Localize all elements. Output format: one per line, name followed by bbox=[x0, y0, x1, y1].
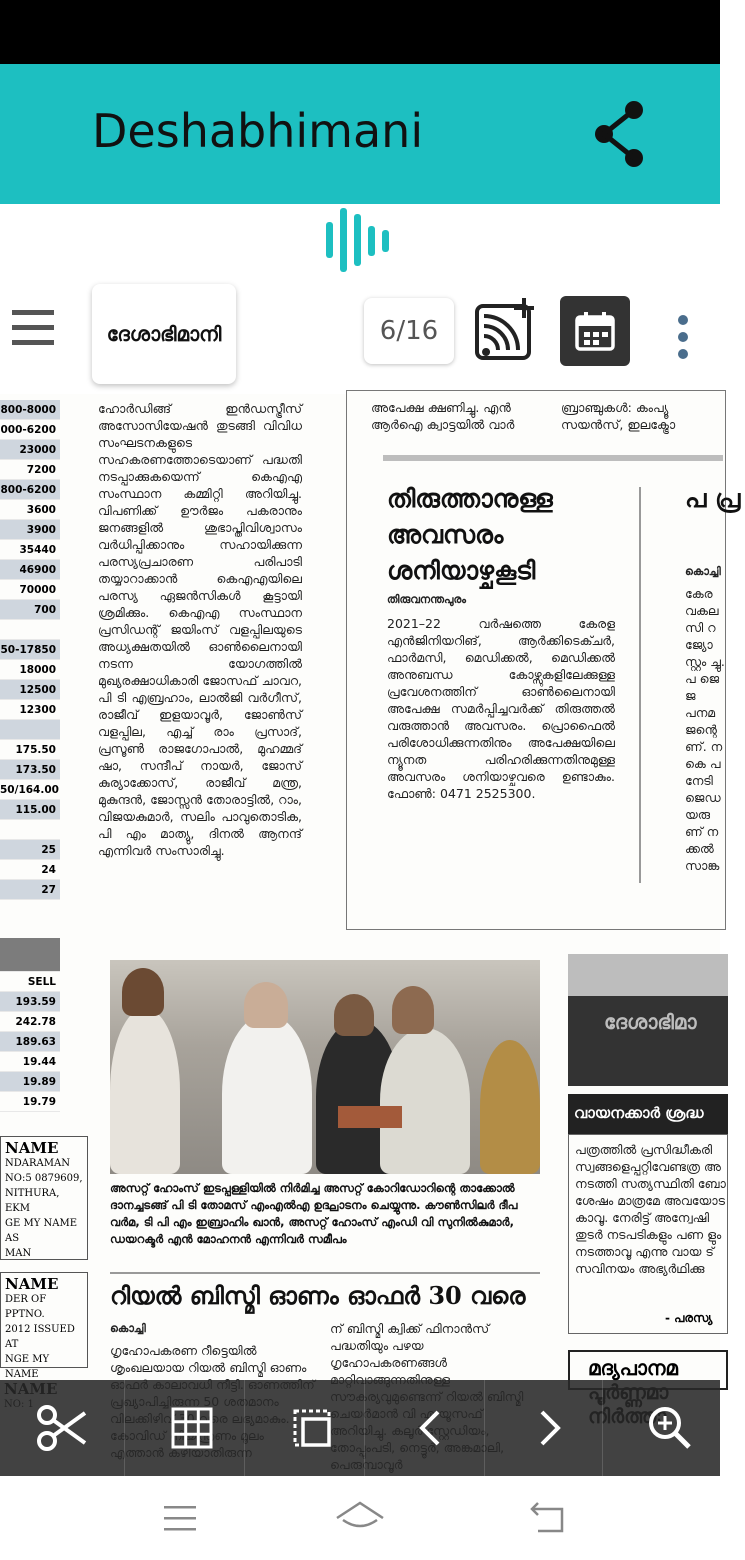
readers-sign: - പരസ്യ bbox=[665, 1311, 713, 1325]
newspaper-page[interactable] bbox=[0, 394, 741, 1380]
recent-apps-icon bbox=[162, 1503, 198, 1533]
clip-button[interactable] bbox=[30, 1396, 94, 1460]
ticker-value: 800-8000 bbox=[0, 400, 60, 420]
notice-line: NITHURA, EKM bbox=[5, 1188, 60, 1214]
calendar-button[interactable] bbox=[560, 296, 630, 366]
story3-col1: ഗൃഹോപകരണ റീട്ടെയിൽ ശൃംഖലയായ റിയൽ ബിസ്മി ഓണം bbox=[110, 1343, 307, 1375]
ticker-value: 23000 bbox=[0, 440, 60, 460]
ticker-value: 800-6200 bbox=[0, 480, 60, 500]
chevron-right-icon bbox=[530, 1408, 570, 1448]
ticker-value: 3900 bbox=[0, 520, 60, 540]
home-button[interactable] bbox=[330, 1496, 390, 1540]
logo-text: ദേശാഭിമാനി bbox=[106, 322, 222, 346]
publication-logo[interactable] bbox=[92, 284, 236, 384]
bar-divider bbox=[484, 1380, 485, 1476]
calendar-icon bbox=[573, 309, 617, 353]
select-area-icon bbox=[291, 1407, 333, 1449]
story-divider bbox=[383, 455, 723, 461]
loading-indicator bbox=[322, 204, 398, 276]
ticker-value: 50-17850 bbox=[0, 640, 60, 660]
notice-line: DER OF PPTNO. bbox=[5, 1294, 47, 1320]
story1-body: 2021–22 വർഷത്തെ കേരള എൻജിനിയറിങ്, ആർക്കിടെക്ചർ, ഫാർമസി, മെഡിക്കൽ, മെഡിക്കൽ അനുബന്ധ കോഴ്സുകളിലേക്കുള്ള പ്രവേശനത്തിന് ഓൺലൈനായി അപേക്ഷ സമർപ്പിച്ചവർക്ക് തിരുത്തൽ വരുത്താൻ അവസരം. പ്രൊഫൈൽ പരിശോധിക്കുന്നതിനും അപേക്ഷയിലെ ന്യൂനത പരിഹരിക്കുന്നതിനുമുള്ള അവസരം ശനിയാഴ്ചവരെ ഉണ്ടാകും. ഫോൺ: 0471 2525300. bbox=[387, 616, 615, 801]
subscribe-feed-button[interactable] bbox=[474, 296, 540, 362]
ticker-value bbox=[0, 720, 60, 740]
story-box bbox=[346, 390, 741, 930]
ticker-value: 46900 bbox=[0, 560, 60, 580]
share-button[interactable] bbox=[588, 96, 652, 172]
exchange-rate-value: 19.44 bbox=[0, 1052, 60, 1072]
bar-divider bbox=[244, 1380, 245, 1476]
photo-person bbox=[480, 1040, 540, 1174]
app-bar bbox=[0, 64, 720, 204]
ticker-value: 173.50 bbox=[0, 760, 60, 780]
exchange-rate-value: 193.59 bbox=[0, 992, 60, 1012]
news-photo[interactable] bbox=[110, 960, 540, 1174]
exchange-rate-value: 19.89 bbox=[0, 1072, 60, 1092]
photo-person bbox=[380, 1028, 470, 1174]
story3-headline: റിയൽ ബിസ്മി ഓണം ഓഫർ 30 വരെ bbox=[110, 1281, 526, 1310]
ticker-value: 700 bbox=[0, 600, 60, 620]
story2-body: കേര വകല സി റ ജ്യോ സ്റ്റം ച്ചു. പ ജെ ജ പനമ ജന്റെ ണ്. ന കെ പ നേടി ജെഡ യരു ണ് ന ക്കൽ സാങ്ക bbox=[685, 586, 725, 873]
ticker-value: 7200 bbox=[0, 460, 60, 480]
zoom-in-icon bbox=[647, 1405, 693, 1451]
reader-action-bar bbox=[0, 1380, 720, 1476]
recent-apps-button[interactable] bbox=[150, 1496, 210, 1540]
next-page-button[interactable] bbox=[518, 1396, 582, 1460]
ticker-value: 12500 bbox=[0, 680, 60, 700]
readers-title-bar bbox=[568, 1094, 728, 1134]
ticker-header-band bbox=[0, 938, 60, 972]
ticker-value: 18000 bbox=[0, 660, 60, 680]
ticker-value: 115.00 bbox=[0, 800, 60, 820]
notice-line: MAN bbox=[5, 1248, 32, 1259]
section-rule bbox=[110, 1272, 540, 1274]
name-change-notice-2 bbox=[0, 1272, 88, 1380]
readers-body: പത്രത്തിൽ പ്രസിദ്ധീകരി സ്വങ്ങളെപ്പറ്റിവേണ്ടത്ര അ നടത്തി സത്യസ്ഥിതി ബോ ശേഷം മാത്രമേ അവയോട കാവൂ. നേരിട്ട് അന്വേഷി തുടർ നടപടികളും പണ ളും നടത്താവൂ എന്നു വായ ട് സവിനയം അഭ്യർഥിക്കു bbox=[575, 1142, 726, 1276]
status-bar bbox=[0, 0, 720, 64]
column-rule bbox=[639, 487, 641, 883]
page-indicator[interactable]: 6/16 bbox=[364, 298, 454, 364]
box-top-text-a: അപേക്ഷ ക്ഷണിച്ചു. എൻ ആർഐ ക്വാട്ടയിൽ വാർ bbox=[371, 400, 515, 432]
back-button[interactable] bbox=[518, 1496, 578, 1540]
ticker-value bbox=[0, 620, 60, 640]
ticker-value: 12300 bbox=[0, 700, 60, 720]
exchange-rate-value: 189.63 bbox=[0, 1032, 60, 1052]
photo-person bbox=[110, 1008, 180, 1174]
previous-page-button[interactable] bbox=[398, 1396, 462, 1460]
readers-title: വായനക്കാർ ശ്രദ്ധ bbox=[574, 1104, 704, 1122]
ticker-value: 27 bbox=[0, 880, 60, 900]
system-navigation-bar bbox=[0, 1476, 720, 1560]
ticker-value: 24 bbox=[0, 860, 60, 880]
exchange-rate-value: 242.78 bbox=[0, 1012, 60, 1032]
bar-divider bbox=[124, 1380, 125, 1476]
ticker-value: 175.50 bbox=[0, 740, 60, 760]
bar-divider bbox=[602, 1380, 603, 1476]
ad-box-band bbox=[568, 954, 728, 996]
ad-box-title: ദേശാഭിമാ bbox=[604, 1010, 697, 1034]
exchange-ticker bbox=[0, 938, 60, 1112]
story2-headline: പ പ്ര bbox=[685, 484, 741, 513]
story3-col2: ന് ബിസ്മി ക്വിക്ക് ഫിനാൻസ് പദ്ധതിയും പഴയ ഗൃഹോപകരണങ്ങൾ bbox=[330, 1321, 490, 1370]
chevron-left-icon bbox=[410, 1408, 450, 1448]
photo-person bbox=[334, 994, 374, 1036]
photo-caption: അസറ്റ് ഹോംസ് ഇടപ്പള്ളിയിൽ നിർമിച്ച അസറ്റ് കോറിഡോറിന്റെ താക്കോൽ ദാനച്ചടങ്ങ് പി ടി തോമസ് എംഎൽഎ ഉദ്ഘാടനം ചെയ്യുന്നു. കൗൺസിലർ ദീപ വർമ, ടി പി എം ഇബ്രാഹിം ഖാൻ, അസറ്റ് ഹോംസ് എംഡി വി സുനിൽകുമാർ, ഡയറക്ടർ എൻ മോഹനൻ എന്നിവർ സമീപം bbox=[110, 1181, 518, 1246]
name-change-notice-1 bbox=[0, 1136, 88, 1260]
zoom-in-button[interactable] bbox=[638, 1396, 702, 1460]
readers-notice bbox=[568, 1134, 728, 1334]
notice-line: 2012 ISSUED AT bbox=[5, 1324, 75, 1350]
bar-divider bbox=[364, 1380, 365, 1476]
scissors-icon bbox=[35, 1401, 89, 1455]
photo-person bbox=[392, 986, 434, 1034]
ticker-value: 50/164.00 bbox=[0, 780, 60, 800]
back-icon bbox=[528, 1501, 568, 1535]
share-icon bbox=[588, 96, 652, 172]
reader-toolbar bbox=[0, 276, 720, 394]
home-icon bbox=[335, 1500, 385, 1536]
ticker-sell-label: SELL bbox=[0, 972, 60, 992]
exchange-rate-value: 19.79 bbox=[0, 1092, 60, 1112]
ticker-value: 000-6200 bbox=[0, 420, 60, 440]
gift-box bbox=[338, 1106, 402, 1128]
notice-line: NGE MY NAME bbox=[5, 1354, 50, 1380]
notice-line: GE MY NAME AS bbox=[5, 1218, 77, 1244]
app-title: Deshabhimani bbox=[92, 104, 424, 158]
ticker-value: 3600 bbox=[0, 500, 60, 520]
ad-box bbox=[568, 954, 728, 1086]
box-top-text-b: ബ്രാഞ്ചുകൾ: കംപ്യൂ സയൻസ്, ഇലക്ട്രോ bbox=[561, 400, 676, 432]
bottom-right-headline: മദ്യപാനമ bbox=[588, 1356, 678, 1380]
ticker-value: 35440 bbox=[0, 540, 60, 560]
rss-add-icon bbox=[474, 296, 540, 362]
page-grid-button[interactable] bbox=[160, 1396, 224, 1460]
market-ticker bbox=[0, 400, 60, 900]
article-column-1: ഹോർഡിങ്ങ് ഇൻഡസ്ട്രീസ് അസോസിയേഷൻ തുടങ്ങി വിവിധ സംഘടനകളുടെ സഹകരണത്തോടെയാണ് പദ്ധതി നടപ്പാക്കുകയെന്ന് കെഎഎ സംസ്ഥാന കമ്മിറ്റി അറിയിച്ചു. വിപണിക്ക് ഊർജം പകരാനും ജനങ്ങളിൽ ശുഭാപ്തിവിശ്വാസം വർധിപ്പിക്കാനും സഹായിക്കുന്ന പരസ്യപ്രചാരണ പരിപാടി തയ്യാറാക്കാൻ കെഎഎയിലെ പരസ്യ ഏജൻസികൾ കൂട്ടായി ശ്രമിക്കും. കെഎഎ സംസ്ഥാന പ്രസിഡന്റ് ജയിംസ് വളപ്പിലയുടെ അധ്യക്ഷതയിൽ ഓൺലൈനായി നടന്ന യോഗത്തിൽ മുഖ്യരക്ഷാധികാരി ജോസഫ് ചാവറ, പി ടി എബ്രഹാം, ലാൽജി വർഗീസ്, രാജീവ് ഇളയാവൂർ, ജോൺസ് വളപ്പില, എച്ച് രാം പ്രസാദ്, പ്രസൂൺ രാജഗോപാൽ, മുഹമ്മദ് ഷാ, സന്ദീപ് നായർ, ജോസ് കുര്യാക്കോസ്, രാജീവ് മന്ത്ര, മുകുന്ദൻ, ജോസ്സൻ തോരാട്ടിൽ, റാം, വിജയകുമാർ, സലിം പാവുതൊടിക, പി എം മാത്യു, ദിനൽ ആനന്ദ് എന്നിവർ സംസാരിച്ചു. bbox=[98, 401, 302, 858]
equalizer-icon bbox=[322, 204, 398, 276]
notice-line: NDARAMAN bbox=[5, 1158, 70, 1169]
more-vert-icon bbox=[666, 312, 700, 362]
menu-icon bbox=[10, 306, 56, 350]
photo-person bbox=[244, 982, 288, 1028]
menu-button[interactable] bbox=[10, 306, 56, 350]
ticker-value: 70000 bbox=[0, 580, 60, 600]
story1-headline: തിരുത്താനുള്ള അവസരം ശനിയാഴ്ചകൂടി bbox=[387, 484, 553, 585]
notice-line: NO:5 0879609, bbox=[5, 1173, 83, 1184]
grid-icon bbox=[171, 1407, 213, 1449]
story2-dateline: കൊച്ചി bbox=[685, 565, 721, 578]
notice-title: NAME bbox=[5, 1139, 59, 1157]
story3-dateline: കൊച്ചി bbox=[110, 1322, 146, 1335]
ticker-value: 25 bbox=[0, 840, 60, 860]
notice-title: NAME bbox=[5, 1275, 59, 1293]
more-options-button[interactable] bbox=[666, 312, 700, 362]
photo-person bbox=[122, 968, 164, 1016]
select-area-button[interactable] bbox=[280, 1396, 344, 1460]
ticker-value bbox=[0, 820, 60, 840]
photo-person bbox=[222, 1014, 312, 1174]
story1-dateline: തിരുവനന്തപുരം bbox=[387, 593, 466, 606]
